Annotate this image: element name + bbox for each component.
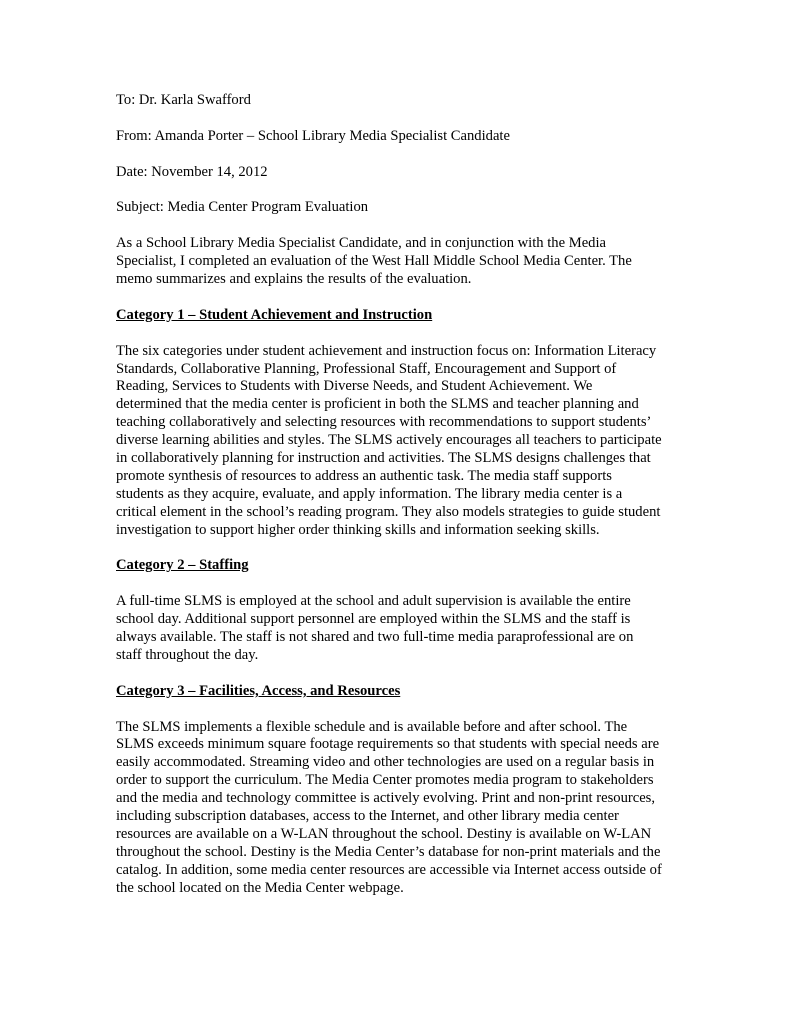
category-3-heading: Category 3 – Facilities, Access, and Resources (116, 682, 401, 699)
category-3-paragraph (116, 719, 702, 898)
body-line: always available. The staff is not shared and two full-time media paraprofessional are on (116, 629, 634, 646)
body-line: SLMS exceeds minimum square footage requirements so that students with special needs are (116, 736, 660, 753)
memo-date: Date: November 14, 2012 (116, 163, 268, 180)
body-line: easily accommodated. Streaming video and other technologies are used on a regular basis in (116, 754, 655, 771)
body-line: the school located on the Media Center webpage. (116, 879, 404, 896)
body-line: catalog. In addition, some media center resources are accessible via Internet access outside of (116, 861, 662, 878)
body-line: and the media and technology committee is actively evolving. Print and non-print resources, (116, 790, 656, 807)
body-line: diverse learning abilities and styles. The SLMS actively encourages all teachers to participate (116, 432, 662, 449)
intro-paragraph (116, 235, 702, 289)
body-line: throughout the school. Destiny is the Media Center’s database for non-print materials and the (116, 843, 661, 860)
memo-to: To: Dr. Karla Swafford (116, 92, 251, 108)
body-line: promote synthesis of resources to address an authentic task. The media staff supports (116, 467, 612, 484)
body-line: staff throughout the day. (116, 646, 259, 663)
body-line: The SLMS implements a flexible schedule and is available before and after school. The (116, 718, 628, 735)
category-1-heading: Category 1 – Student Achievement and Instruction (116, 306, 433, 323)
memo-page (116, 92, 702, 916)
intro-line: Specialist, I completed an evaluation of the West Hall Middle School Media Center. The (116, 253, 632, 270)
body-line: resources are available on a W-LAN throughout the school. Destiny is available on W-LAN (116, 826, 652, 842)
body-line: school day. Additional support personnel are employed within the SLMS and the staff is (116, 611, 631, 628)
body-line: Reading, Services to Students with Diverse Needs, and Student Achievement. We (116, 378, 593, 395)
memo-from: From: Amanda Porter – School Library Media Specialist Candidate (116, 127, 510, 144)
body-line: A full-time SLMS is employed at the school and adult supervision is available the entire (116, 593, 631, 610)
body-line: order to support the curriculum. The Media Center promotes media program to stakeholders (116, 772, 654, 789)
body-line: critical element in the school’s reading program. They also models strategies to guide student (116, 503, 661, 520)
body-line: Standards, Collaborative Planning, Professional Staff, Encouragement and Support of (116, 360, 617, 377)
body-line: students as they acquire, evaluate, and apply information. The library media center is a (116, 485, 623, 502)
body-line: in collaboratively planning for instruction and activities. The SLMS designs challenges that (116, 450, 651, 467)
body-line: including subscription databases, access to the Internet, and other library media center (116, 808, 619, 825)
body-line: The six categories under student achievement and instruction focus on: Information Literacy (116, 342, 657, 359)
body-line: investigation to support higher order thinking skills and information seeking skills. (116, 521, 600, 538)
category-1-paragraph (116, 343, 702, 540)
body-line: determined that the media center is proficient in both the SLMS and teacher planning and (116, 396, 639, 413)
category-2-paragraph (116, 593, 702, 665)
body-line: teaching collaboratively and selecting resources with recommendations to support students’ (116, 414, 652, 431)
intro-line: memo summarizes and explains the results of the evaluation. (116, 271, 472, 287)
intro-line: As a School Library Media Specialist Candidate, and in conjunction with the Media (116, 235, 606, 252)
category-2-heading: Category 2 – Staffing (116, 557, 249, 574)
memo-subject: Subject: Media Center Program Evaluation (116, 199, 369, 216)
